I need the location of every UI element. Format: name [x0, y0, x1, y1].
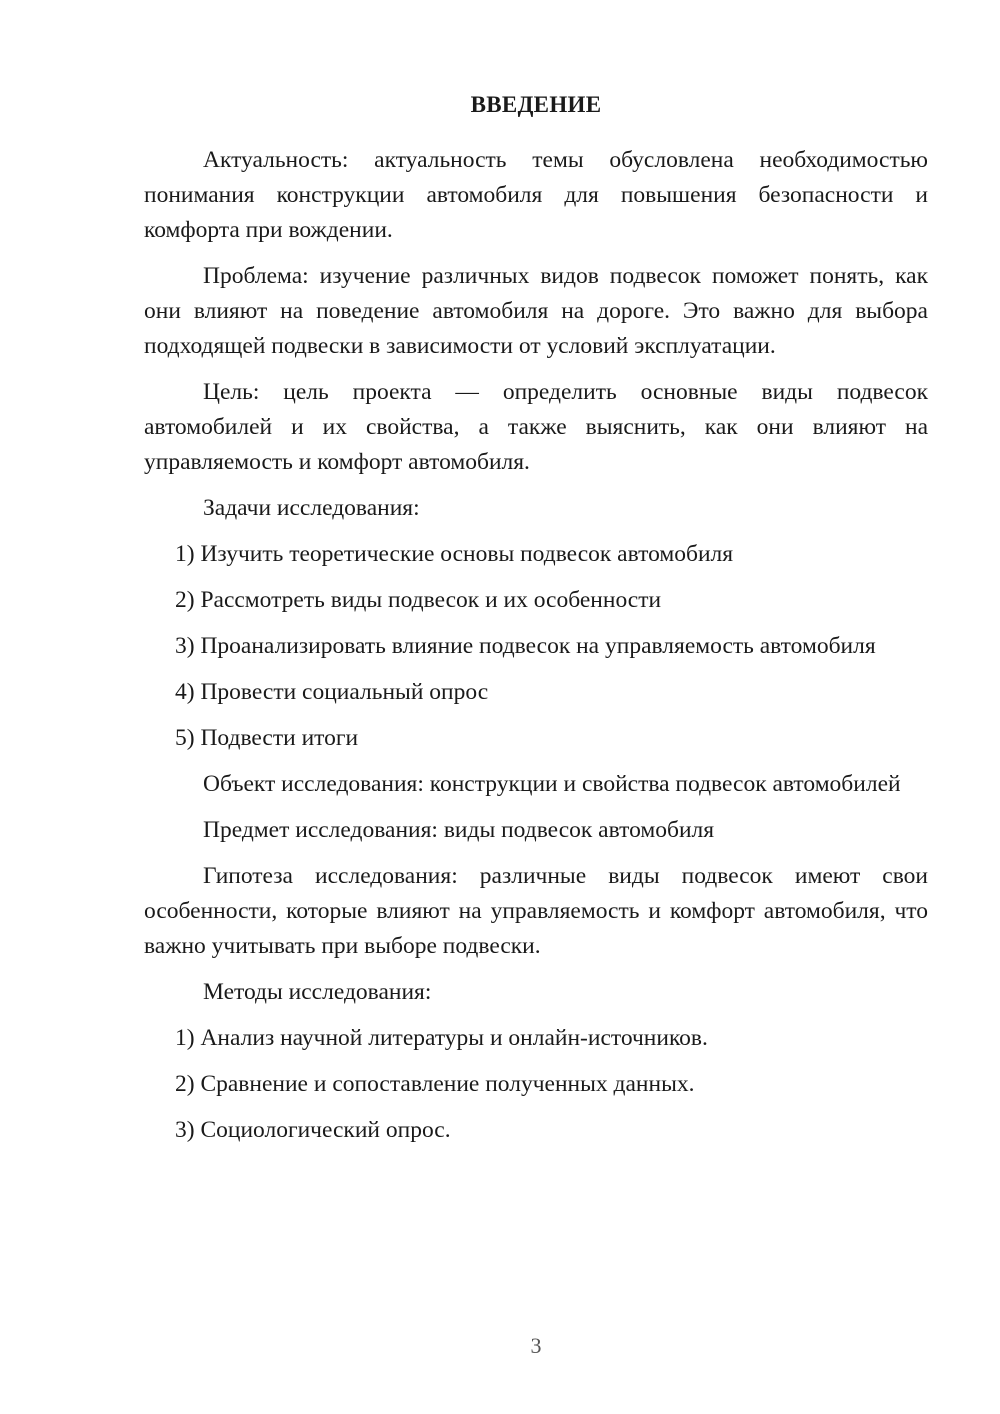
list-item: 1) Изучить теоретические основы подвесок автомобиля — [175, 541, 734, 567]
list-item: 2) Сравнение и сопоставление полученных данных. — [175, 1071, 695, 1097]
methods-heading: Методы исследования: — [203, 979, 432, 1005]
tasks-list — [144, 537, 928, 756]
hypothesis-paragraph: Гипотеза исследования: различные виды подвесок имеют свои особенности, которые влияют на управляемость и комфорт автомобиля, что важно учитывать при выборе подвески. — [144, 863, 928, 959]
list-item: 3) Социологический опрос. — [175, 1117, 451, 1143]
page-title: ВВЕДЕНИЕ — [470, 92, 602, 117]
subject-paragraph: Предмет исследования: виды подвесок автомобиля — [203, 817, 715, 843]
list-item: 5) Подвести итоги — [175, 725, 359, 751]
page-number: 3 — [530, 1333, 542, 1358]
goal-paragraph: Цель: цель проекта — определить основные виды подвесок автомобилей и их свойства, а также выяснить, как они влияют на управляемость и комфорт автомобиля. — [144, 379, 928, 475]
list-item: 2) Рассмотреть виды подвесок и их особенности — [175, 587, 662, 613]
tasks-heading: Задачи исследования: — [203, 495, 420, 521]
document-body — [144, 143, 928, 1159]
relevance-paragraph: Актуальность: актуальность темы обусловлена необходимостью понимания конструкции автомобиля для повышения безопасности и комфорта при вождении. — [144, 147, 928, 243]
object-paragraph: Объект исследования: конструкции и свойства подвесок автомобилей — [203, 771, 901, 797]
list-item: 3) Проанализировать влияние подвесок на управляемость автомобиля — [175, 633, 876, 659]
methods-list — [144, 1021, 928, 1148]
list-item: 4) Провести социальный опрос — [175, 679, 489, 705]
list-item: 1) Анализ научной литературы и онлайн-источников. — [175, 1025, 708, 1051]
problem-paragraph: Проблема: изучение различных видов подвесок поможет понять, как они влияют на поведение автомобиля на дороге. Это важно для выбора подходящей подвески в зависимости от условий эксплуатации. — [144, 263, 928, 359]
